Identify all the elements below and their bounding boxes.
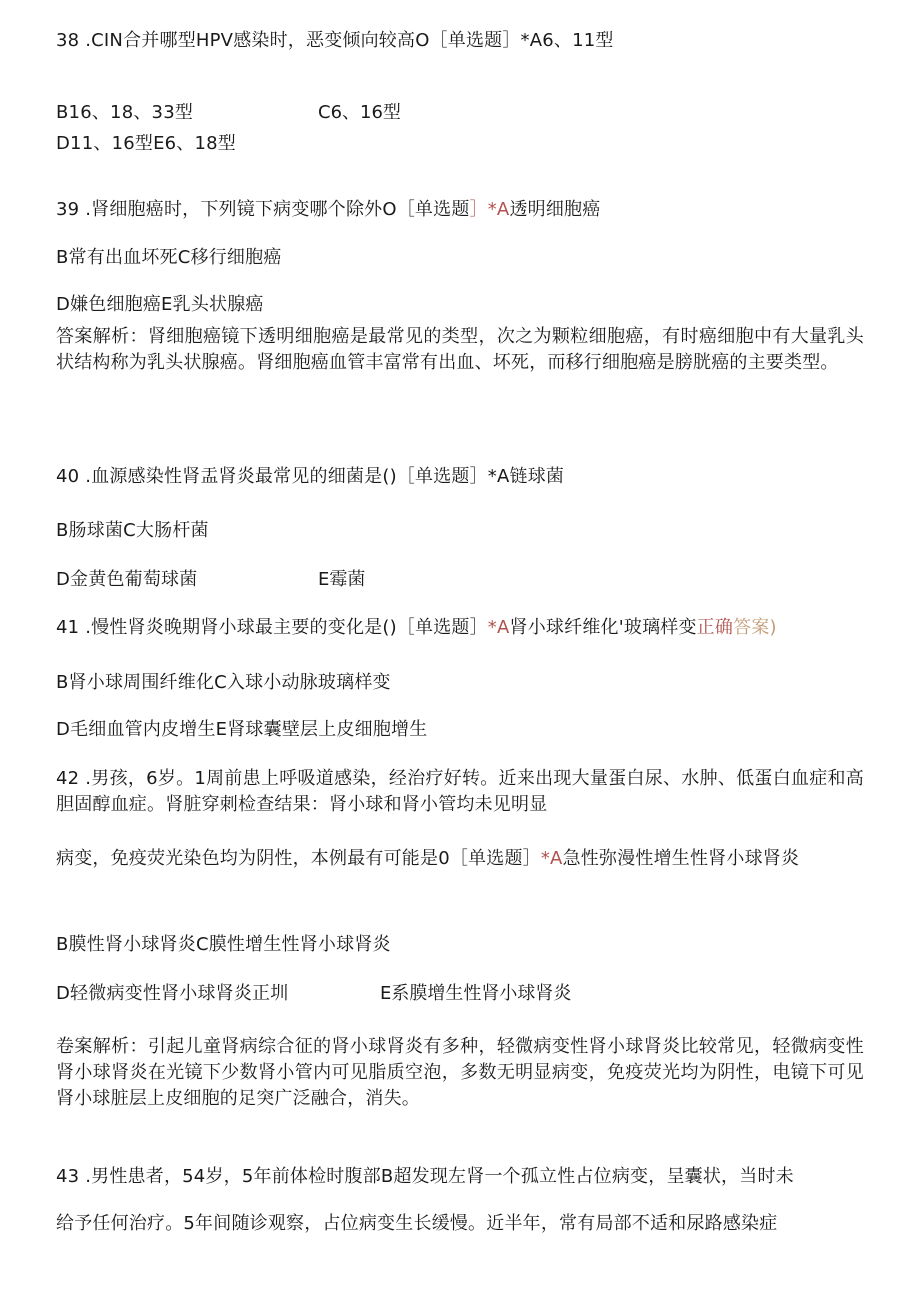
q43-stem-line2: 给予任何治疗。5年间随诊观察，占位病变生长缓慢。近半年，常有局部不适和尿路感染症 bbox=[56, 1213, 778, 1234]
q39-stem-bracket: ］*A bbox=[469, 199, 510, 220]
q42-stem-part1: 42 .男孩，6岁。1周前患上呼吸道感染，经治疗好转。近来出现大量蛋白尿、水肿、低蛋白血症和高胆固醇血症。肾脏穿刺检查结果：肾小球和肾小管均未见明显 bbox=[56, 768, 864, 815]
q38-option-b: B16、18、33型 bbox=[56, 102, 194, 123]
q41-stem-main: 41 .慢性肾炎晚期肾小球最主要的变化是()［单选题］ bbox=[56, 617, 488, 638]
q39-option-bc: B常有出血坏死C移行细胞癌 bbox=[56, 247, 282, 268]
q41-answer-label: 答案) bbox=[733, 617, 777, 638]
q42-stem-part2 bbox=[56, 846, 864, 872]
q42-option-bc: B膜性肾小球肾炎C膜性增生性肾小球肾炎 bbox=[56, 934, 391, 955]
q39-stem bbox=[56, 197, 600, 223]
q38-stem: 38 .CIN合并哪型HPV感染时，恶变倾向较高O［单选题］*A6、11型 bbox=[56, 30, 614, 51]
q42-option-e: E系膜增生性肾小球肾炎 bbox=[380, 983, 572, 1004]
q42-stem-a: *A bbox=[540, 848, 563, 869]
q41-stem-a-text: 肾小球纤维化'玻璃样变 bbox=[509, 617, 697, 638]
q42-answer-analysis: 卷案解析：引起儿童肾病综合征的肾小球肾炎有多种，轻微病变性肾小球肾炎比较常见，轻微病变性肾小球肾炎在光镜下少数肾小管内可见脂质空泡，多数无明显病变，免疫荧光均为阴性，电镜下可见肾小球脏层上皮细胞的足突广泛融合，消失。 bbox=[56, 1036, 864, 1109]
q42-option-d: D轻微病变性肾小球肾炎正圳 bbox=[56, 983, 289, 1004]
q38-option-de: D11、16型E6、18型 bbox=[56, 133, 236, 154]
q41-stem bbox=[56, 615, 777, 641]
q40-option-d: D金黄色葡萄球菌 bbox=[56, 569, 198, 590]
q41-correct-label: 正确 bbox=[696, 617, 734, 638]
q38-option-c: C6、16型 bbox=[318, 102, 401, 123]
q39-option-de: D嫌色细胞癌E乳头状腺癌 bbox=[56, 294, 264, 315]
q40-option-bc: B肠球菌C大肠杆菌 bbox=[56, 520, 209, 541]
q41-option-de: D毛细血管内皮增生E肾球囊壁层上皮细胞增生 bbox=[56, 719, 428, 740]
q43-stem-line1: 43 .男性患者，54岁，5年前体检时腹部B超发现左肾一个孤立性占位病变，呈囊状，当时未 bbox=[56, 1166, 794, 1187]
q41-stem-a: *A bbox=[487, 617, 510, 638]
q40-stem: 40 .血源感染性肾盂肾炎最常见的细菌是()［单选题］*A链球菌 bbox=[56, 466, 565, 487]
q40-option-e: E霉菌 bbox=[318, 569, 366, 590]
q42-stem-tail: 急性弥漫性增生性肾小球肾炎 bbox=[562, 848, 800, 869]
q39-stem-tail: 透明细胞癌 bbox=[509, 199, 601, 220]
q42-stem-main: 病变，免疫荧光染色均为阴性，本例最有可能是0［单选题］ bbox=[56, 848, 541, 869]
q41-option-bc: B肾小球周围纤维化C入球小动脉玻璃样变 bbox=[56, 672, 391, 693]
q39-stem-main: 39 .肾细胞癌时，下列镜下病变哪个除外O［单选题 bbox=[56, 199, 470, 220]
q39-answer-analysis: 答案解析：肾细胞癌镜下透明细胞癌是最常见的类型，次之为颗粒细胞癌，有时癌细胞中有大量乳头状结构称为乳头状腺癌。肾细胞癌血管丰富常有出血、坏死，而移行细胞癌是膀胱癌的主要类型。 bbox=[56, 326, 864, 373]
